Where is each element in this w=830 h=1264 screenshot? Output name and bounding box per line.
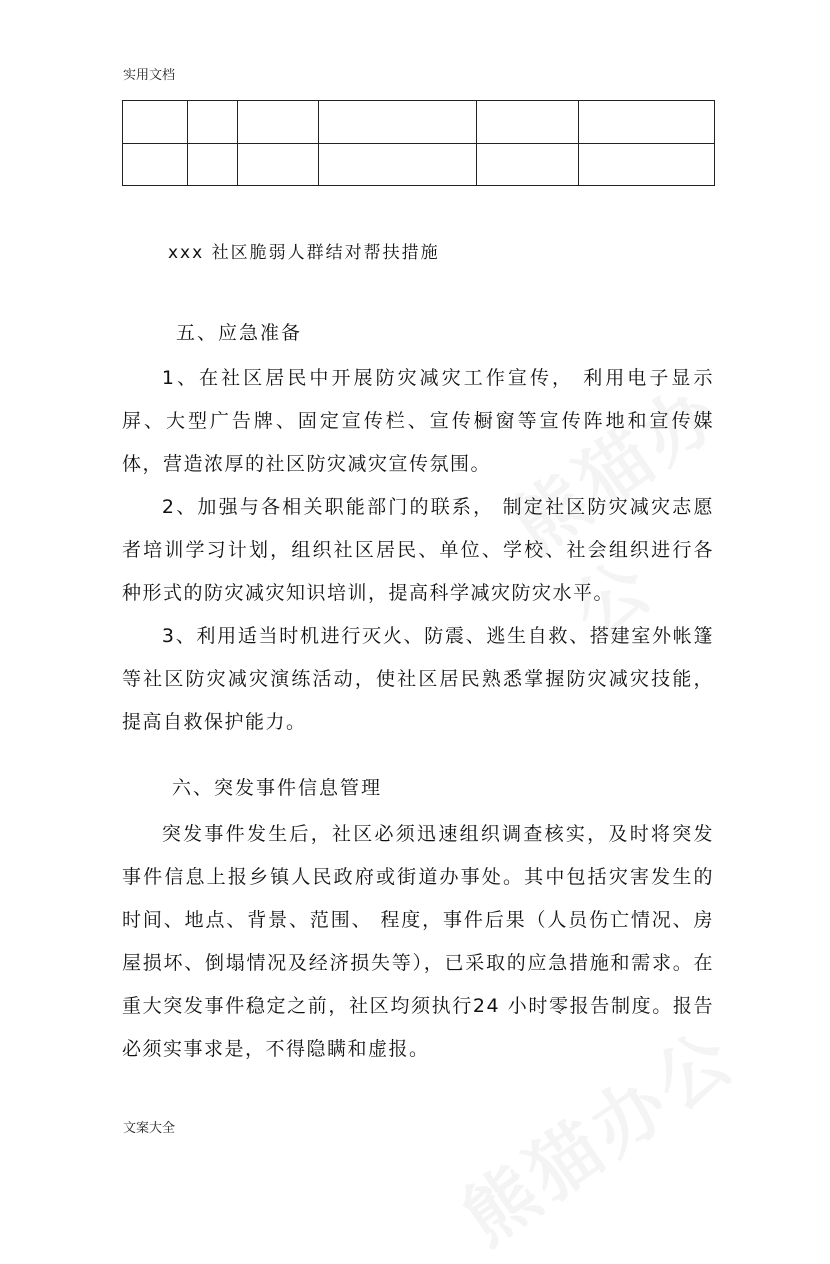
table-cell: [477, 101, 579, 144]
table-cell: [238, 143, 319, 186]
table-cell: [188, 101, 238, 144]
table-cell: [319, 101, 477, 144]
table-cell: [319, 143, 477, 186]
table-cell: [188, 143, 238, 186]
section-6-body: [122, 813, 714, 1071]
paragraph: 3、利用适当时机进行灭火、防震、逃生自救、搭建室外帐篷等社区防灾减灾演练活动，使社区居民熟悉掌握防灾减灾技能，提高自救保护能力。: [122, 625, 714, 733]
section-heading-6: 六、突发事件信息管理: [172, 777, 383, 799]
paragraph: 突发事件发生后，社区必须迅速组织调查核实，及时将突发事件信息上报乡镇人民政府或街道办事处。其中包括灾害发生的时间、地点、背景、范围、 程度，事件后果（人员伤亡情况、房屋损坏、倒塌情况及经济损失等），已采取的应急措施和需求。在重大突发事件稳定之前，社区均须执行24 小时零报告制度。报告必须实事求是，不得隐瞒和虚报。: [122, 823, 714, 1060]
empty-table: [122, 100, 715, 186]
table-cell: [123, 101, 188, 144]
page-header: 实用文档: [123, 68, 176, 83]
section-5-body: [122, 357, 714, 744]
table-row: [123, 101, 715, 144]
section-heading-5: 五、应急准备: [176, 322, 303, 344]
table-cell: [579, 101, 715, 144]
page-footer: 文案大全: [123, 1121, 176, 1136]
table-cell: [579, 143, 715, 186]
table-caption: xxx 社区脆弱人群结对帮扶措施: [168, 243, 440, 263]
table-cell: [477, 143, 579, 186]
paragraph: 2、加强与各相关职能部门的联系， 制定社区防灾减灾志愿者培训学习计划，组织社区居民、单位、学校、社会组织进行各种形式的防灾减灾知识培训，提高科学减灾防灾水平。: [122, 496, 714, 604]
paragraph: 1、在社区居民中开展防灾减灾工作宣传， 利用电子显示屏、大型广告牌、固定宣传栏、宣传橱窗等宣传阵地和宣传媒体，营造浓厚的社区防灾减灾宣传氛围。: [122, 367, 714, 475]
table-cell: [123, 143, 188, 186]
table-cell: [238, 101, 319, 144]
table-row: [123, 143, 715, 186]
